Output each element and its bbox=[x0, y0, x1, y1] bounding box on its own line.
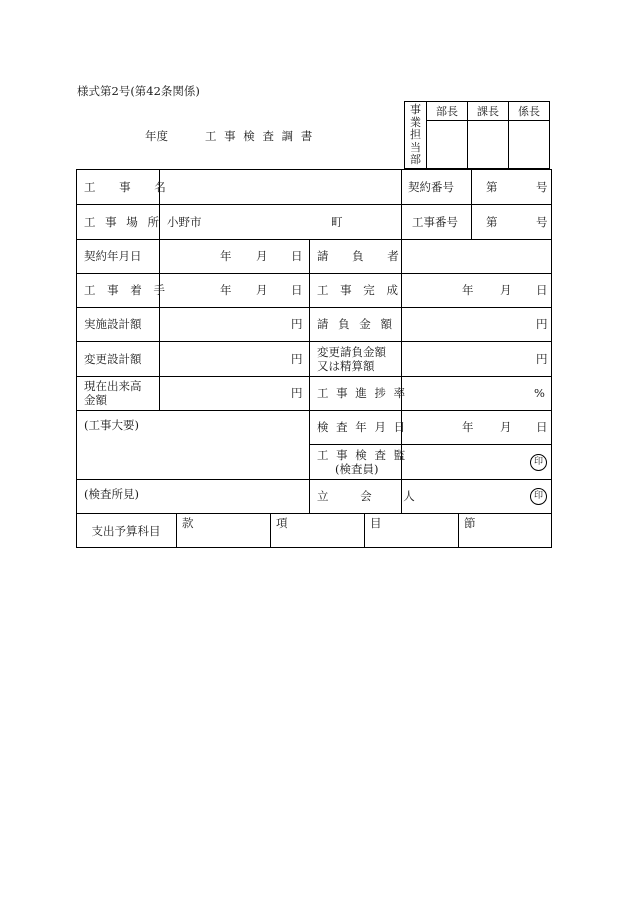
contract-date-month: 月 bbox=[256, 249, 268, 263]
work-site-label: 工 事 場 所 bbox=[84, 214, 162, 229]
work-start-day: 日 bbox=[291, 283, 303, 297]
work-start-year: 年 bbox=[220, 283, 232, 297]
subsection-chief-stamp-cell[interactable] bbox=[509, 121, 550, 169]
contract-amount-label: 請 負 金 額 bbox=[317, 317, 395, 331]
current-output-unit: 円 bbox=[291, 386, 303, 400]
department-label-cell bbox=[405, 102, 427, 169]
contract-number-prefix: 第 bbox=[486, 179, 498, 194]
budget-label: 支出予算科目 bbox=[91, 523, 161, 538]
contract-date-label: 契約年月日 bbox=[84, 249, 142, 263]
budget-moku-label: 目 bbox=[370, 516, 382, 530]
inspector-label: 工 事 検 査 監 (検査員) bbox=[317, 447, 408, 476]
inspection-date-day: 日 bbox=[536, 420, 548, 434]
contractor-label: 請 負 者 bbox=[317, 249, 409, 263]
work-site-town: 町 bbox=[331, 214, 343, 229]
approval-stamp-box bbox=[404, 101, 550, 169]
completion-year: 年 bbox=[462, 283, 474, 297]
contractor-field[interactable] bbox=[402, 239, 551, 273]
fiscal-year-label: 年度 bbox=[145, 129, 168, 143]
completion-label: 工 事 完 成 bbox=[317, 283, 402, 297]
subsection-chief-header: 係長 bbox=[509, 102, 550, 121]
changed-design-unit: 円 bbox=[291, 351, 303, 366]
inspection-date-month: 月 bbox=[500, 420, 512, 434]
design-amount-label: 実施設計額 bbox=[84, 317, 142, 331]
current-output-label: 現在出来高 金額 bbox=[84, 379, 142, 407]
inspector-seal-mark: 印 bbox=[530, 454, 547, 471]
budget-kan-label: 款 bbox=[182, 516, 194, 530]
changed-design-label: 変更設計額 bbox=[84, 351, 142, 366]
head-of-dept-stamp-cell[interactable] bbox=[427, 121, 468, 169]
inspection-date-label: 検 査 年 月 日 bbox=[317, 420, 408, 434]
head-of-dept-header: 部長 bbox=[427, 102, 468, 121]
work-number-label: 工事番号 bbox=[412, 214, 458, 229]
design-amount-unit: 円 bbox=[291, 317, 303, 331]
contract-number-label: 契約番号 bbox=[408, 179, 454, 194]
changed-contract-unit: 円 bbox=[536, 351, 548, 366]
work-start-label: 工 事 着 手 bbox=[84, 283, 169, 297]
witness-seal-mark: 印 bbox=[530, 488, 547, 505]
work-name-label: 工 事 名 bbox=[84, 179, 176, 194]
completion-day: 日 bbox=[536, 283, 548, 297]
budget-kou-label: 項 bbox=[276, 516, 288, 530]
contract-number-suffix: 号 bbox=[536, 179, 548, 194]
contract-amount-unit: 円 bbox=[536, 317, 548, 331]
department-label: 事 業 担 当 部 bbox=[410, 103, 421, 166]
document-title: 工 事 検 査 調 書 bbox=[205, 129, 315, 143]
work-number-prefix: 第 bbox=[486, 214, 498, 229]
section-chief-header: 課長 bbox=[468, 102, 509, 121]
work-summary-label: (工事大要) bbox=[84, 418, 139, 432]
budget-setsu-label: 節 bbox=[464, 516, 476, 530]
work-start-month: 月 bbox=[256, 283, 268, 297]
completion-month: 月 bbox=[500, 283, 512, 297]
section-chief-stamp-cell[interactable] bbox=[468, 121, 509, 169]
form-number: 様式第2号(第42条関係) bbox=[77, 84, 200, 98]
progress-unit: % bbox=[534, 386, 545, 400]
inspection-findings-label: (検査所見) bbox=[84, 487, 139, 501]
inspection-form-table bbox=[76, 169, 552, 548]
contract-date-year: 年 bbox=[220, 249, 232, 263]
work-name-field[interactable] bbox=[160, 169, 401, 204]
work-number-suffix: 号 bbox=[536, 214, 548, 229]
work-site-city: 小野市 bbox=[167, 214, 202, 229]
progress-label: 工 事 進 捗 率 bbox=[317, 386, 408, 400]
witness-label: 立 会 人 bbox=[317, 489, 429, 503]
changed-contract-label: 変更請負金額 又は精算額 bbox=[317, 344, 386, 373]
contract-date-day: 日 bbox=[291, 249, 303, 263]
inspection-date-year: 年 bbox=[462, 420, 474, 434]
